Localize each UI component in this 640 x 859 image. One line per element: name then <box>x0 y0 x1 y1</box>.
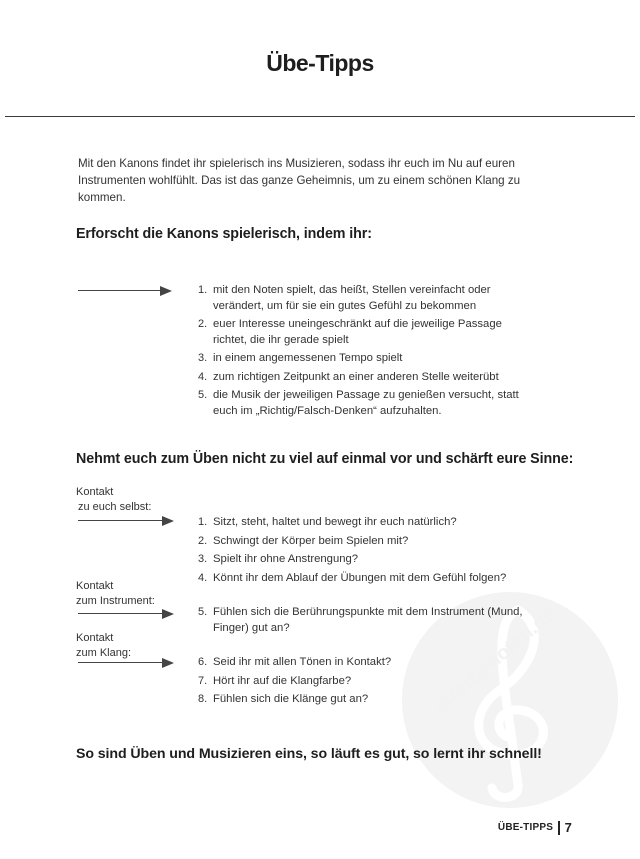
group-label-sound: Kontakt zum Klang: <box>76 632 132 659</box>
footer-section-label: ÜBE-TIPPS <box>497 822 554 834</box>
arrow <box>78 657 174 669</box>
list-item: 2. Schwingt der Körper beim Spielen mit? <box>198 534 409 547</box>
title-divider <box>5 116 635 117</box>
group-label-self: Kontakt zu euch selbst: <box>76 486 152 513</box>
arrow <box>78 608 174 620</box>
page-number: 7 <box>564 820 572 835</box>
group1-list <box>198 515 558 589</box>
list-item: 8. Fühlen sich die Klänge gut an? <box>198 693 369 705</box>
group-label-instrument: Kontakt zum Instrument: <box>76 580 155 607</box>
list-item: 6. Seid ihr mit allen Tönen in Kontakt? <box>198 656 392 668</box>
list-item: 1. mit den Noten spielt, das heißt, Stellen vereinfacht oder verändert, um für sie ein gutes Gefühl zu bekommen <box>198 284 491 312</box>
list-item: 7. Hört ihr auf die Klangfarbe? <box>198 674 352 687</box>
arrow <box>78 285 172 297</box>
watermark-text: stretta-noten.de <box>430 602 560 717</box>
list-item: 5. die Musik der jeweiligen Passage zu genießen versucht, statt euch im „Richtig/Falsch-Denken“ aufzuhalten. <box>198 389 519 417</box>
list-item: 4. zum richtigen Zeitpunkt an einer anderen Stelle weiterübt <box>198 370 499 383</box>
section1-list <box>198 283 538 422</box>
list-item: 2. euer Interesse uneingeschränkt auf die jeweilige Passage richtet, die ihr gerade spielt <box>198 318 502 346</box>
list-item: 4. Könnt ihr dem Ablauf der Übungen mit dem Gefühl folgen? <box>198 571 507 584</box>
list-item: 3. in einem angemessenen Tempo spielt <box>198 352 403 364</box>
closing-statement: So sind Üben und Musizieren eins, so läuft es gut, so lernt ihr schnell! <box>76 746 542 762</box>
list-item: 3. Spielt ihr ohne Anstrengung? <box>198 553 359 565</box>
list-item: 1. Sitzt, steht, haltet und bewegt ihr euch natürlich? <box>198 516 457 528</box>
arrow <box>78 515 174 527</box>
page-title: Übe-Tipps <box>266 50 374 76</box>
group2-list <box>198 605 528 639</box>
section1-heading: Erforscht die Kanons spielerisch, indem ihr: <box>76 226 372 242</box>
page-footer <box>498 820 572 835</box>
section2-heading: Nehmt euch zum Üben nicht zu viel auf einmal vor und schärft eure Sinne: <box>76 451 574 467</box>
group3-list <box>198 655 538 711</box>
list-item: 5. Fühlen sich die Berührungspunkte mit dem Instrument (Mund, Finger) gut an? <box>198 606 523 634</box>
intro-paragraph: Mit den Kanons findet ihr spielerisch ins Musizieren, sodass ihr euch im Nu auf euren Instrumenten wohlfühlt. Das ist das ganze Geheimnis, um zu einem schönen Klang zu kommen. <box>78 157 521 204</box>
